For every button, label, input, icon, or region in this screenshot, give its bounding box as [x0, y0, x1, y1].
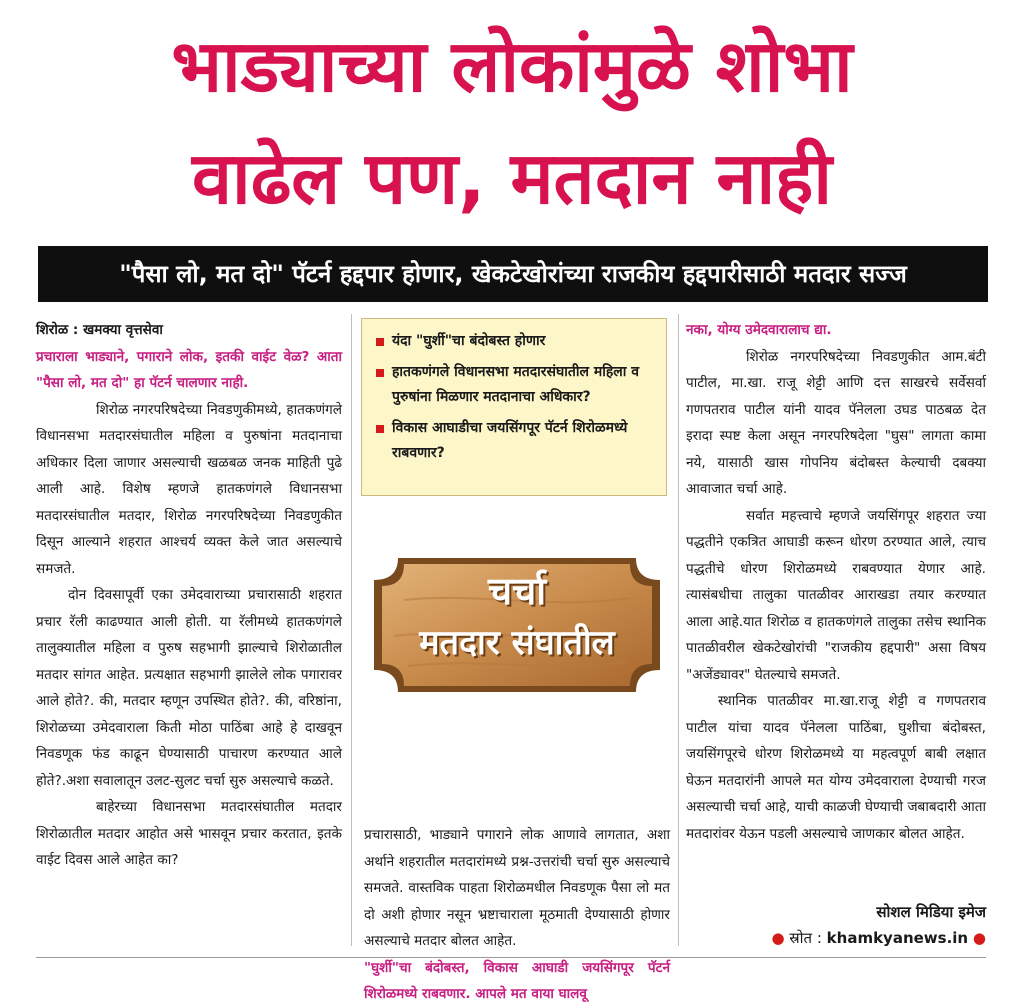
highlight-text: विकास आघाडीचा जयसिंगपूर पॅटर्न शिरोळमध्ये राबवणार?	[392, 420, 628, 461]
highlight-item	[376, 416, 656, 466]
source-link[interactable]: khamkyanews.in	[826, 929, 969, 947]
highlight-item	[376, 329, 656, 354]
lead-paragraph: प्रचाराला भाड्याने, पगाराने लोक, इतकी वाईट वेळ? आता "पैसा लो, मत दो" हा पॅटर्न चालणार नाही.	[36, 348, 342, 391]
highlights-box	[361, 318, 667, 496]
right-paragraph-2: सर्वात महत्त्वाचे म्हणजे जयसिंगपूर शहरात ज्या पद्धतीने एकत्रित आघाडी करून धोरण ठरण्यात आले, त्याच पद्धतीचे धोरण शिरोळमध्ये राबवण्यात येणार आहे. त्यासंबधीचा तालुका पातळीवर आराखडा तयार करण्यात आला आहे.यात शिरोळ व हातकणंगले तालुका तसेच स्थानिक पातळीवरील खेकटेखोरांची "राजकीय हद्दपारी" असा विषय "अजेंड्यावर" घेतल्याचे समजते.	[686, 507, 986, 683]
bottom-rule	[36, 957, 986, 958]
right-paragraph-3: स्थानिक पातळीवर मा.खा.राजू शेट्टी व गणपतराव पाटील यांचा यादव पॅनेलला पाठिंबा, घुशीचा बंदोबस्त, जयसिंगपूरचे धोरण शिरोळमध्ये या महत्वपूर्ण बाबी लक्षात घेऊन मतदारांनी आपले मत योग्य उमेदवाराला देण्याची गरज असल्याची चर्चा आहे, याची काळजी घेण्याची जबाबदारी आता मतदारांवर येऊन पडली असल्याचे जाणकार बोलत आहेत.	[686, 693, 986, 842]
subheadline-bar: "पैसा लो, मत दो" पॅटर्न हद्दपार होणार, खेकटेखोरांच्या राजकीय हद्दपारीसाठी मतदार सज्ज	[38, 246, 988, 302]
image-credit: सोशल मिडिया इमेज	[876, 903, 986, 921]
red-square-bullet-icon	[376, 425, 384, 433]
red-square-bullet-icon	[376, 338, 384, 346]
badge-title: चर्चा	[487, 569, 547, 613]
column-divider-left	[351, 314, 352, 946]
highlight-text: हातकणंगले विधानसभा मतदारसंघातील महिला व पुरुषांना मिळणार मतदानाचा अधिकार?	[392, 364, 640, 405]
badge-subtitle: मतदार संघातील	[419, 623, 615, 663]
dateline: शिरोळ : खमक्या वृत्तसेवा	[36, 322, 163, 338]
right-column	[686, 317, 986, 847]
source-line	[686, 926, 986, 950]
discussion-badge	[364, 540, 670, 710]
left-paragraph-3: बाहेरच्या विधानसभा मतदारसंघातील मतदार शिरोळातील मतदार आहोत असे भासवून प्रचार करतात, इतके वाईट दिवस आले आहेत का?	[36, 799, 342, 868]
left-paragraph-2: दोन दिवसापूर्वी एका उमेदवाराच्या प्रचारासाठी शहरात प्रचार रॅली काढण्यात आली होती. या रॅलीमध्ये हातकणंगले तालुक्यातील महिला व पुरुष सहभागी झाल्याचे शिरोळातील मतदार सांगत आहेत. प्रत्यक्षात सहभागी झालेले लोक पगारावर आले होते?. की, मतदार म्हणून उपस्थित होते?. की, वरिष्ठांना, शिरोळच्या उमेदवाराला किती मोठा पाठिंबा आहे हे दाखवून निवडणूक फंड काढून घेण्यासाठी पाचारण करण्यात आले होते?.अशा सवालातून उलट-सुलट चर्चा सुरु असल्याचे कळते.	[36, 587, 342, 789]
middle-paragraph-1: प्रचारासाठी, भाड्याने पगाराने लोक आणावे लागतात, अशा अर्थाने शहरातील मतदारांमध्ये प्रश्न-उत्तरांची चर्चा सुरु असल्याचे समजते. वास्तविक पाहता शिरोळमधील निवडणूक पैसा लो मत दो अशी होणार नसून भ्रष्टाचाराला मूठमाती देण्यासाठी होणार असल्याचे मतदार बोलत आहेत.	[364, 827, 670, 949]
red-dot-icon: ●	[771, 929, 785, 947]
middle-pink-paragraph: "घुर्शी"चा बंदोबस्त, विकास आघाडी जयसिंगपूर पॅटर्न शिरोळमध्ये राबवणार. आपले मत वाया घालवू	[364, 959, 670, 1002]
red-square-bullet-icon	[376, 369, 384, 377]
headline-line-2: वाढेल पण, मतदान नाही	[192, 136, 832, 220]
column-divider-right	[678, 314, 679, 946]
right-paragraph-1: शिरोळ नगरपरिषदेच्या निवडणुकीत आम.बंटी पाटील, मा.खा. राजू शेट्टी आणि दत्त साखरचे सर्वेसर्वा गणपतराव पाटील यांनी यादव पॅनेलला उघड पाठबळ देत इरादा स्पष्ट केला असून नगरपरिषदेला "घुस" लागता कामा नये, यासाठी खास गोपनिय बंदोबस्त केल्याची दबक्या आवाजात चर्चा आहे.	[686, 348, 986, 497]
source-label: स्रोत :	[789, 929, 827, 947]
left-column	[36, 317, 342, 874]
highlight-text: यंदा "घुर्शी"चा बंदोबस्त होणार	[392, 333, 546, 349]
red-dot-icon: ●	[972, 929, 986, 947]
middle-column	[364, 822, 670, 1008]
headline-line-1: भाड्याच्या लोकांमुळे शोभा	[171, 24, 853, 108]
left-paragraph-1: शिरोळ नगरपरिषदेच्या निवडणुकीमध्ये, हातकणंगले विधानसभा मतदारसंघातील महिला व पुरुषांना मतदानाचा अधिकार दिला जाणार असल्याची खळबळ जनक माहिती पुढे आली आहे. विशेष म्हणजे हातकणंगले विधानसभा मतदारसंघातील मतदार, शिरोळ नगरपरिषदेच्या निवडणुकीत दिसून आल्याने शहरात आश्चर्य व्यक्त केले जात असल्याचे समजते.	[36, 401, 342, 577]
right-pink-continuation: नका, योग्य उमेदवारालाच द्या.	[686, 322, 832, 338]
highlight-item	[376, 360, 656, 410]
